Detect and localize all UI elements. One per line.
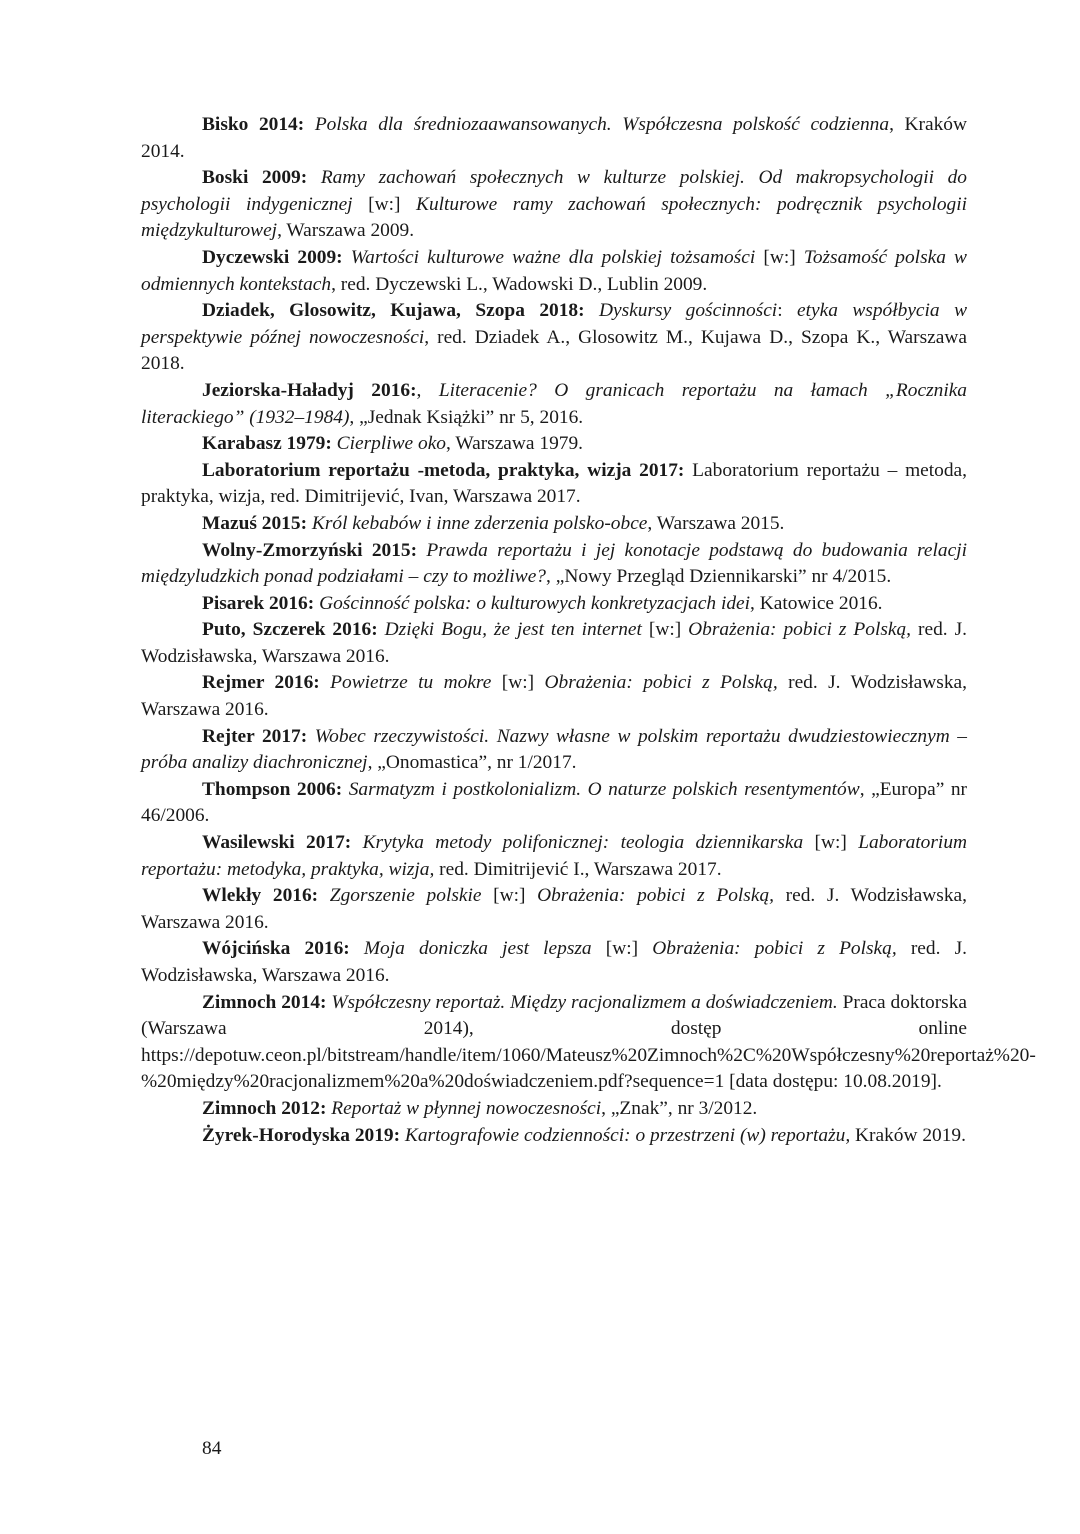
entry-key: Wlekły 2016: [202,885,319,907]
entry-text [351,832,362,853]
entry-title: Prawda reportażu i jej konotacje podstawą do budowania relacji międzyludzkich ponad podziałami – czy to możliwe? [141,539,967,588]
entry-key: Rejmer 2016: [202,672,320,694]
entry-title: Zgorszenie polskie [329,885,482,907]
entry-text: Kraków 2019. [850,1124,966,1146]
entry-text [585,300,599,321]
entry-text: [w:] [352,193,417,215]
entry-key: Wolny-Zmorzyński 2015: [202,539,418,561]
bibliography-entry [141,1123,967,1150]
entry-key: Żyrek-Horodyska 2019: [202,1124,401,1146]
entry-title: Literacenie? O granicach reportażu na łamach „Rocznika literackiego” (1932–1984) [141,379,968,428]
entry-title: Kartografowie codzienności: o przestrzeni (w) reportażu, [404,1124,851,1146]
bibliography-entry [141,538,967,591]
entry-text: , red. Dyczewski L., Wadowski D., Lublin 2009. [331,273,708,295]
entry-key: Thompson 2006: [202,778,343,800]
entry-text: red. J. Wodzisławska, Warszawa 2016. [141,885,967,933]
entry-title: Laboratorium reportażu: metodyka, praktyka, wizja, [141,832,968,880]
entry-key: Zimnoch 2012: [202,1097,327,1119]
bibliography-entry [141,245,967,298]
entry-text [343,247,351,268]
entry-title: Polska dla średniozaawansowanych. Współczesna polskość codzienna [314,114,890,135]
entry-text [378,619,385,640]
entry-text: , Warszawa 2009. [277,220,415,242]
entry-title: Cierpliwe oko [336,433,446,455]
page-number: 84 [202,1438,222,1459]
entry-key: Puto, Szczerek 2016: [202,619,378,641]
bibliography-entry [141,777,967,830]
entry-key: Dyczewski 2009: [202,246,343,268]
entry-text: , „Nowy Przegląd Dziennikarski” nr 4/2015. [546,566,892,588]
entry-title: Ramy zachowań społecznych w kulturze polskiej. Od makropsychologii do psychologii indygenicznej [141,167,967,215]
entry-text: [w:] [481,885,538,907]
entry-title: Krytyka metody polifonicznej: teologia dziennikarska [362,832,804,854]
entry-text: , „Onomastica”, nr 1/2017. [367,752,577,774]
entry-text: [w:] [491,672,545,694]
entry-title: Współczesny reportaż. Między racjonalizmem a doświadczeniem. [331,991,838,1013]
entry-text: , red. Dziadek A., Glosowitz M., Kujawa D., Szopa K., Warszawa 2018. [141,326,967,375]
entry-title: Obrażenia: pobici z Polską, [544,672,778,694]
bibliography-entry [141,511,967,538]
entry-title: Kulturowe ramy zachowań społecznych: podręcznik psychologii międzykulturowej [141,193,968,242]
entry-key: Dziadek, Glosowitz, Kujawa, Szopa 2018: [202,300,585,322]
entry-title: etyka współbycia w perspektywie późnej nowoczesności [141,300,968,348]
entry-text [307,167,321,188]
entry-text: red. J. Wodzisławska, Warszawa 2016. [141,619,967,667]
entry-text: , Warszawa 1979. [446,433,584,455]
entry-text: , [416,379,439,401]
bibliography-entry [141,591,967,618]
entry-text [318,885,330,906]
entry-text [350,938,364,959]
bibliography-entry [141,830,967,883]
entry-key: Boski 2009: [202,167,308,189]
entry-text [307,726,315,747]
entry-key: Rejter 2017: [202,725,308,747]
bibliography-list [141,112,1036,1149]
entry-text: Praca doktorska (Warszawa 2014), dostęp online https://depotuw.ceon.pl/bitstream/handle/item/1060/Mateusz%20Zimnoch%2C%20Współczesny%20reportaż%20-%20między%20racjonalizmem%20a%20doświadczeniem.pdf?sequence=1 [data dostępu: 10.08.2019]. [141,991,1036,1093]
entry-title: Sarmatyzm i postkolonializm. O naturze polskich resentymentów [348,778,860,800]
bibliography-entry [141,458,967,511]
entry-key: Bisko 2014: [202,114,305,135]
entry-text: , „Europa” nr 46/2006. [141,778,968,827]
bibliography-entry [141,112,967,165]
bibliography-entry [141,883,967,936]
entry-title: Moja doniczka jest lepsza [363,938,592,960]
entry-title: Obrażenia: pobici z Polską, [537,885,774,907]
entry-text [320,672,330,693]
entry-key: Pisarek 2016: [202,592,315,614]
entry-key: Zimnoch 2014: [202,991,327,1013]
entry-key: Mazuś 2015: [202,512,308,534]
entry-title: Obrażenia: pobici z Polską, [652,938,897,960]
bibliography-entry [141,936,967,989]
entry-key: Wasilewski 2017: [202,832,352,854]
entry-text: : [777,300,798,322]
entry-title: Dzięki Bogu, że jest ten internet [384,619,642,641]
entry-text: , „Znak”, nr 3/2012. [601,1097,758,1119]
entry-text: [w:] [755,246,804,268]
bibliography-entry [141,431,967,458]
entry-title: Reportaż w płynnej nowoczesności [331,1097,602,1119]
bibliography-entry [141,1096,967,1123]
entry-title: Obrażenia: pobici z Polską, [688,619,912,641]
bibliography-entry [141,378,967,431]
bibliography-entry [141,990,1036,1096]
entry-title: Król kebabów i inne zderzenia polsko-obce [311,512,648,534]
entry-text: red. J. Wodzisławska, Warszawa 2016. [141,938,967,986]
entry-text: , „Jednak Książki” nr 5, 2016. [349,406,584,428]
entry-key: Wójcińska 2016: [202,938,350,960]
entry-text: [w:] [803,832,859,854]
entry-title: Powietrze tu mokre [330,672,492,694]
bibliography-entry [141,165,967,245]
bibliography-entry [141,724,967,777]
entry-text: red. J. Wodzisławska, Warszawa 2016. [141,672,967,721]
entry-key: Jeziorska-Haładyj 2016: [202,379,417,401]
entry-text: , Katowice 2016. [750,592,883,614]
entry-title: Wartości kulturowe ważne dla polskiej tożsamości [350,246,756,268]
entry-key: Laboratorium reportażu -metoda, praktyka, wizja 2017: [202,459,685,481]
entry-title: Gościnność polska: o kulturowych konkretyzacjach idei [319,592,751,614]
entry-text: red. Dimitrijević I., Warszawa 2017. [434,858,722,880]
bibliography-entry [141,670,967,723]
entry-title: Tożsamość polska w odmiennych kontekstach [141,246,967,295]
entry-title: Dyskursy gościnności [599,300,778,322]
entry-text: [w:] [641,619,689,641]
entry-key: Karabasz 1979: [202,433,332,455]
entry-text: , Warszawa 2015. [647,512,785,534]
entry-text: [w:] [591,938,653,960]
bibliography-entry [141,617,967,670]
entry-text: Laboratorium reportażu – metoda, praktyka, wizja, red. Dimitrijević, Ivan, Warszawa 2017. [141,459,967,508]
entry-text: , Kraków 2014. [141,114,968,162]
bibliography-entry [141,298,967,378]
entry-title: Wobec rzeczywistości. Nazwy własne w polskim reportażu dwudziestowiecznym – próba analizy diachronicznej [141,725,967,774]
entry-text [304,114,315,135]
